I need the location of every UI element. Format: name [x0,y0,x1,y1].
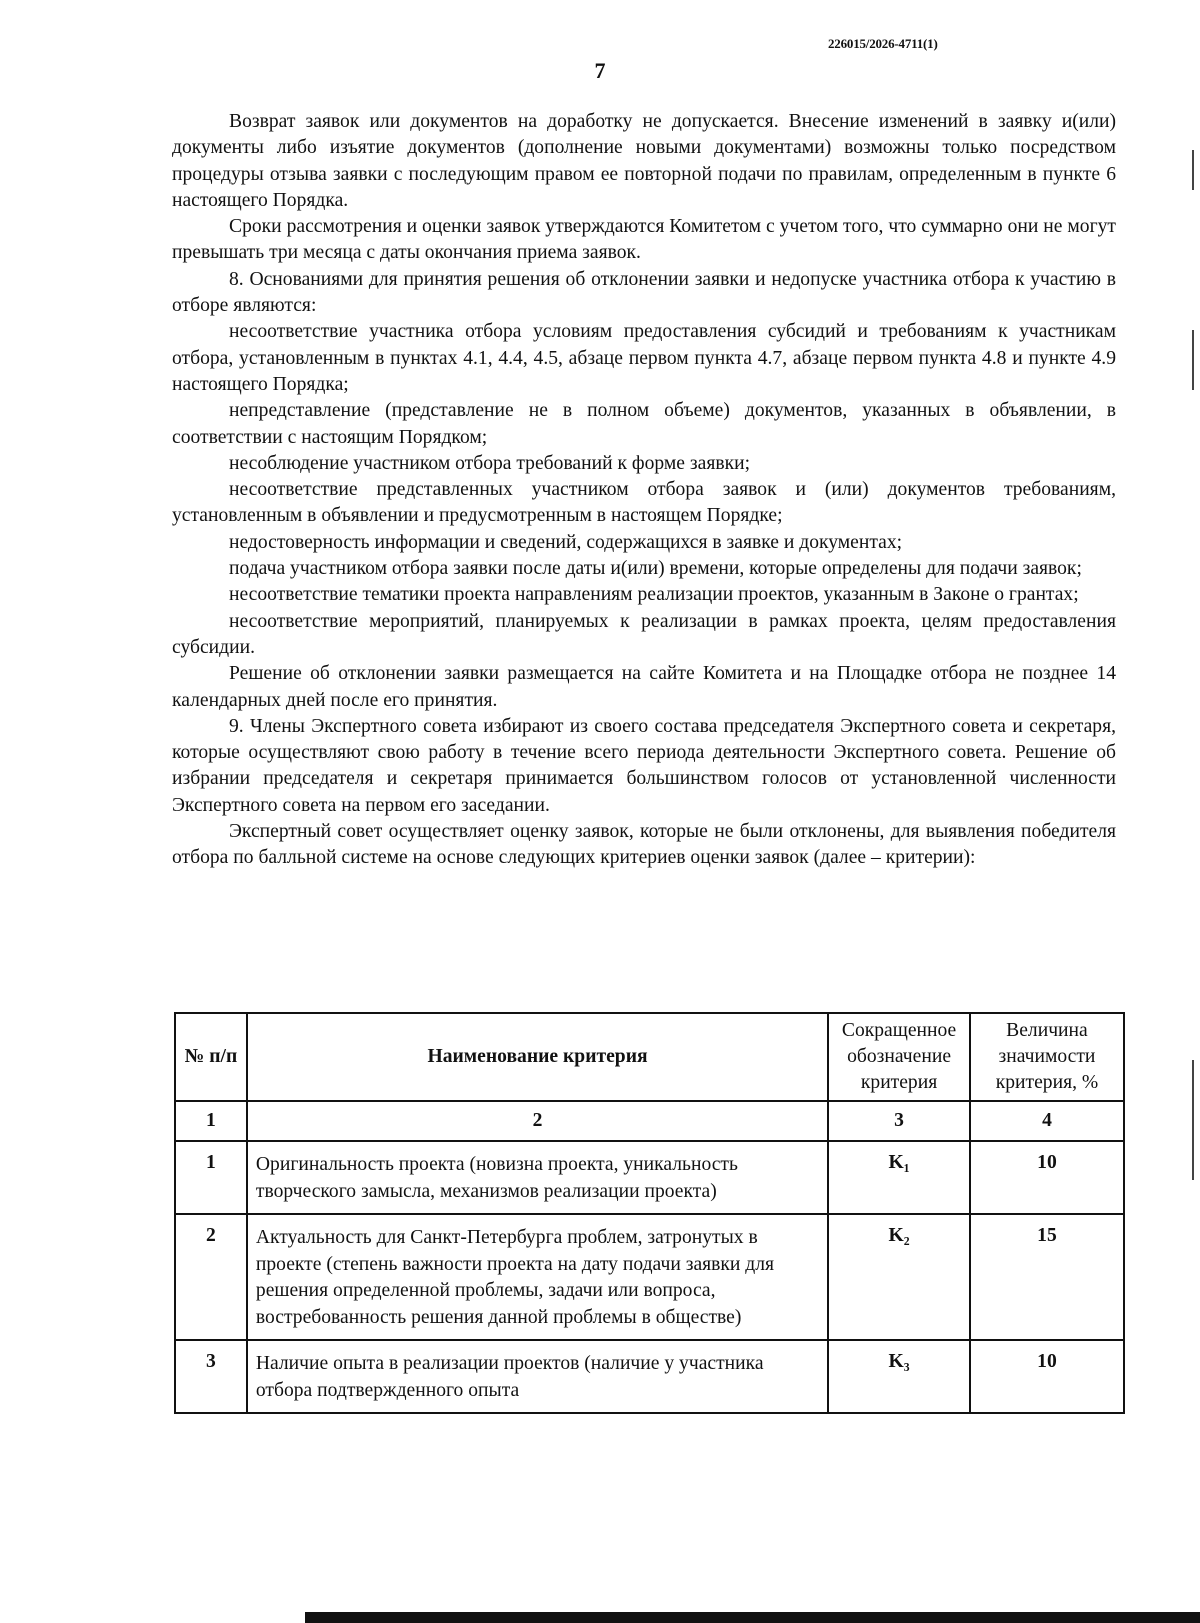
criterion-code: K₃ [828,1340,970,1413]
column-number-row [175,1101,1124,1141]
document-id: 226015/2026-4711(1) [828,36,938,51]
table-row [175,1141,1124,1214]
column-number: 2 [247,1101,828,1141]
row-number: 1 [175,1141,247,1214]
paragraph: 8. Основаниями для принятия решения об отклонении заявки и недопуске участника отбора к участию в отборе являются: [172,268,1116,317]
paragraph: непредставление (представление не в полном объеме) документов, указанных в объявлении, в соответствии с настоящим Порядком; [172,400,1116,448]
header-criterion-name: Наименование критерия [247,1013,828,1101]
paragraph: несоответствие мероприятий, планируемых к реализации в рамках проекта, целям предоставления субсидии. [172,610,1116,658]
table-row [175,1214,1124,1340]
scan-edge-line [305,1612,1200,1623]
header-weight: Величина значимости критерия, % [970,1013,1124,1101]
paragraph: Сроки рассмотрения и оценки заявок утверждаются Комитетом с учетом того, что суммарно они не могут превышать три месяца с даты окончания приема заявок. [172,216,1116,264]
paragraph: Экспертный совет осуществляет оценку заявок, которые не были отклонены, для выявления победителя отбора по балльной системе на основе следующих критериев оценки заявок (далее – критерии): [172,821,1116,869]
paragraph: несоблюдение участником отбора требований к форме заявки; [229,452,751,474]
paragraph: 9. Члены Экспертного совета избирают из своего состава председателя Экспертного совета и секретаря, которые осуществляют свою работу в течение всего периода деятельности Экспертного совета. Решение об избрании председателя и секретаря принимается большинством голосов от установленной численности Экспертного совета на первом его заседании. [172,715,1116,816]
table-header-row [175,1013,1124,1101]
criteria-table [174,1012,1125,1414]
criterion-name: Актуальность для Санкт-Петербурга проблем, затронутых в проекте (степень важности проекта на дату подачи заявки для решения определенной проблемы, задачи или вопроса, востребованность решения данной проблемы в обществе) [247,1214,828,1340]
column-number: 4 [970,1101,1124,1141]
paragraph: Возврат заявок или документов на доработку не допускается. Внесение изменений в заявку и(или) документы либо изъятие документов (дополнение новыми документами) возможны только посредством процедуры отзыва заявки с последующим правом ее повторной подачи по правилам, определенным в пункте 6 настоящего Порядка. [172,111,1116,211]
column-number: 3 [828,1101,970,1141]
paragraph: недостоверность информации и сведений, содержащихся в заявке и документах; [229,531,903,553]
paragraph: несоответствие тематики проекта направлениям реализации проектов, указанным в Законе о грантах; [229,584,1079,606]
paragraph: несоответствие представленных участником отбора заявок и (или) документов требованиям, установленным в объявлении и предусмотренным в настоящем Порядке; [172,479,1116,527]
table-row [175,1340,1124,1413]
paragraph: несоответствие участника отбора условиям предоставления субсидий и требованиям к участникам отбора, установленным в пунктах 4.1, 4.4, 4.5, абзаце первом пункта 4.7, абзаце первом пункта 4.8 и пункте 4.9 настоящего Порядка; [172,321,1116,395]
criterion-code: K₂ [828,1214,970,1340]
row-number: 2 [175,1214,247,1340]
criterion-code: K₁ [828,1141,970,1214]
header-number: № п/п [175,1013,247,1101]
paragraph: подача участником отбора заявки после даты и(или) времени, которые определены для подачи заявок; [229,558,1082,580]
scan-margin-mark [1192,330,1194,390]
column-number: 1 [175,1101,247,1141]
criterion-weight: 10 [970,1141,1124,1214]
page-number: 7 [594,58,606,83]
paragraph: Решение об отклонении заявки размещается на сайте Комитета и на Площадке отбора не позднее 14 календарных дней после его принятия. [172,663,1116,711]
scan-margin-mark [1192,150,1194,190]
scan-margin-mark [1192,1060,1194,1180]
criterion-name: Наличие опыта в реализации проектов (наличие у участника отбора подтвержденного опыта [247,1340,828,1413]
row-number: 3 [175,1340,247,1413]
criterion-name: Оригинальность проекта (новизна проекта, уникальность творческого замысла, механизмов реализации проекта) [247,1141,828,1214]
document-body [172,109,1116,872]
header-short-code: Сокращенное обозначение критерия [828,1013,970,1101]
criterion-weight: 10 [970,1340,1124,1413]
criterion-weight: 15 [970,1214,1124,1340]
